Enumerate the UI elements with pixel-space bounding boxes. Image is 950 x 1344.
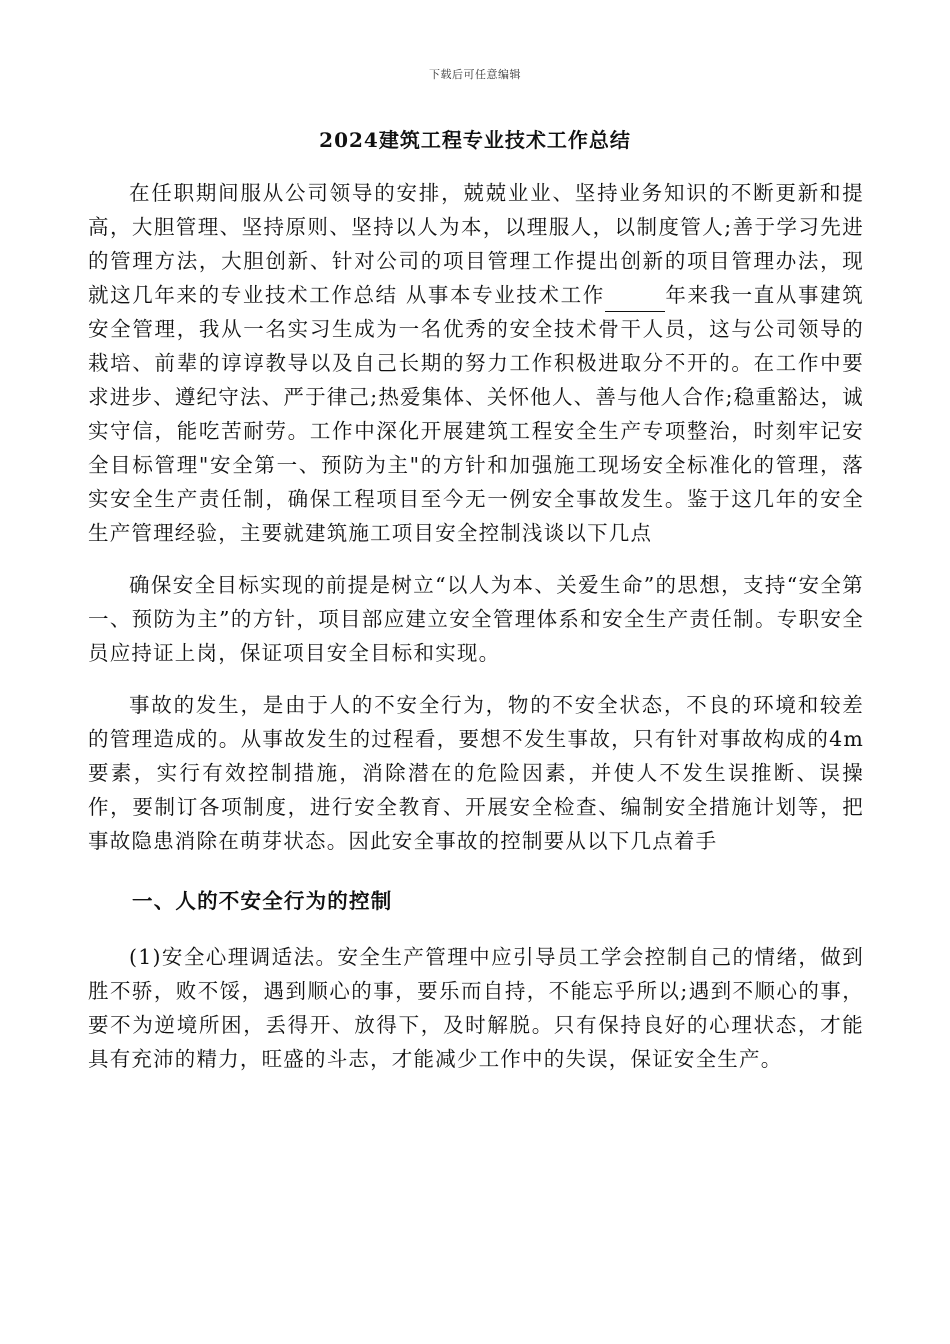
document-title: 2024建筑工程专业技术工作总结 <box>319 128 631 152</box>
paragraph-safety-goal: 确保安全目标实现的前提是树立“以人为本、关爱生命”的思想，支持“安全第一、预防为主”的方针，项目部应建立安全管理体系和安全生产责任制。专职安全员应持证上岗，保证项目安全目标和实现。 <box>88 573 864 665</box>
fill-in-blank <box>605 291 665 312</box>
paragraph-intro <box>88 176 864 550</box>
header-note: 下载后可任意编辑 <box>429 68 521 81</box>
paragraph-accident-cause: 事故的发生，是由于人的不安全行为，物的不安全状态，不良的环境和较差的管理造成的。从事故发生的过程看，要想不发生事故，只有针对事故构成的4m要素，实行有效控制措施，消除潜在的危险因素，并使人不发生误推断、误操作，要制订各项制度，进行安全教育、开展安全检查、编制安全措施计划等，把事故隐患消除在萌芽状态。因此安全事故的控制要从以下几点着手 <box>88 693 864 853</box>
paragraph-intro-part2: 年来我一直从事建筑安全管理，我从一名实习生成为一名优秀的安全技术骨干人员，这与公司领导的栽培、前辈的谆谆教导以及自己长期的努力工作积极进取分不开的。在工作中要求进步、遵纪守法、严于律己;热爱集体、关怀他人、善与他人合作;稳重豁达，诚实守信，能吃苦耐劳。工作中深化开展建筑工程安全生产专项整治，时刻牢记安全目标管理"安全第一、预防为主"的方针和加强施工现场安全标准化的管理，落实安全生产责任制，确保工程项目至今无一例安全事故发生。鉴于这几年的安全生产管理经验，主要就建筑施工项目安全控制浅谈以下几点 <box>88 283 864 545</box>
document-body <box>88 176 864 1076</box>
section-heading: 一、人的不安全行为的控制 <box>132 889 393 913</box>
paragraph-psych-adjustment: (1)安全心理调适法。安全生产管理中应引导员工学会控制自己的情绪，做到胜不骄，败不馁，遇到顺心的事，要乐而自持，不能忘乎所以;遇到不顺心的事，要不为逆境所困，丢得开、放得下，及时解脱。只有保持良好的心理状态，才能具有充沛的精力，旺盛的斗志，才能减少工作中的失误，保证安全生产。 <box>88 945 864 1071</box>
paragraph-intro-part1: 在任职期间服从公司领导的安排，兢兢业业、坚持业务知识的不断更新和提高，大胆管理、坚持原则、坚持以人为本，以理服人，以制度管人;善于学习先进的管理方法，大胆创新、针对公司的项目管理工作提出创新的项目管理办法，现就这几年来的专业技术工作总结 从事本专业技术工作 <box>88 181 864 307</box>
